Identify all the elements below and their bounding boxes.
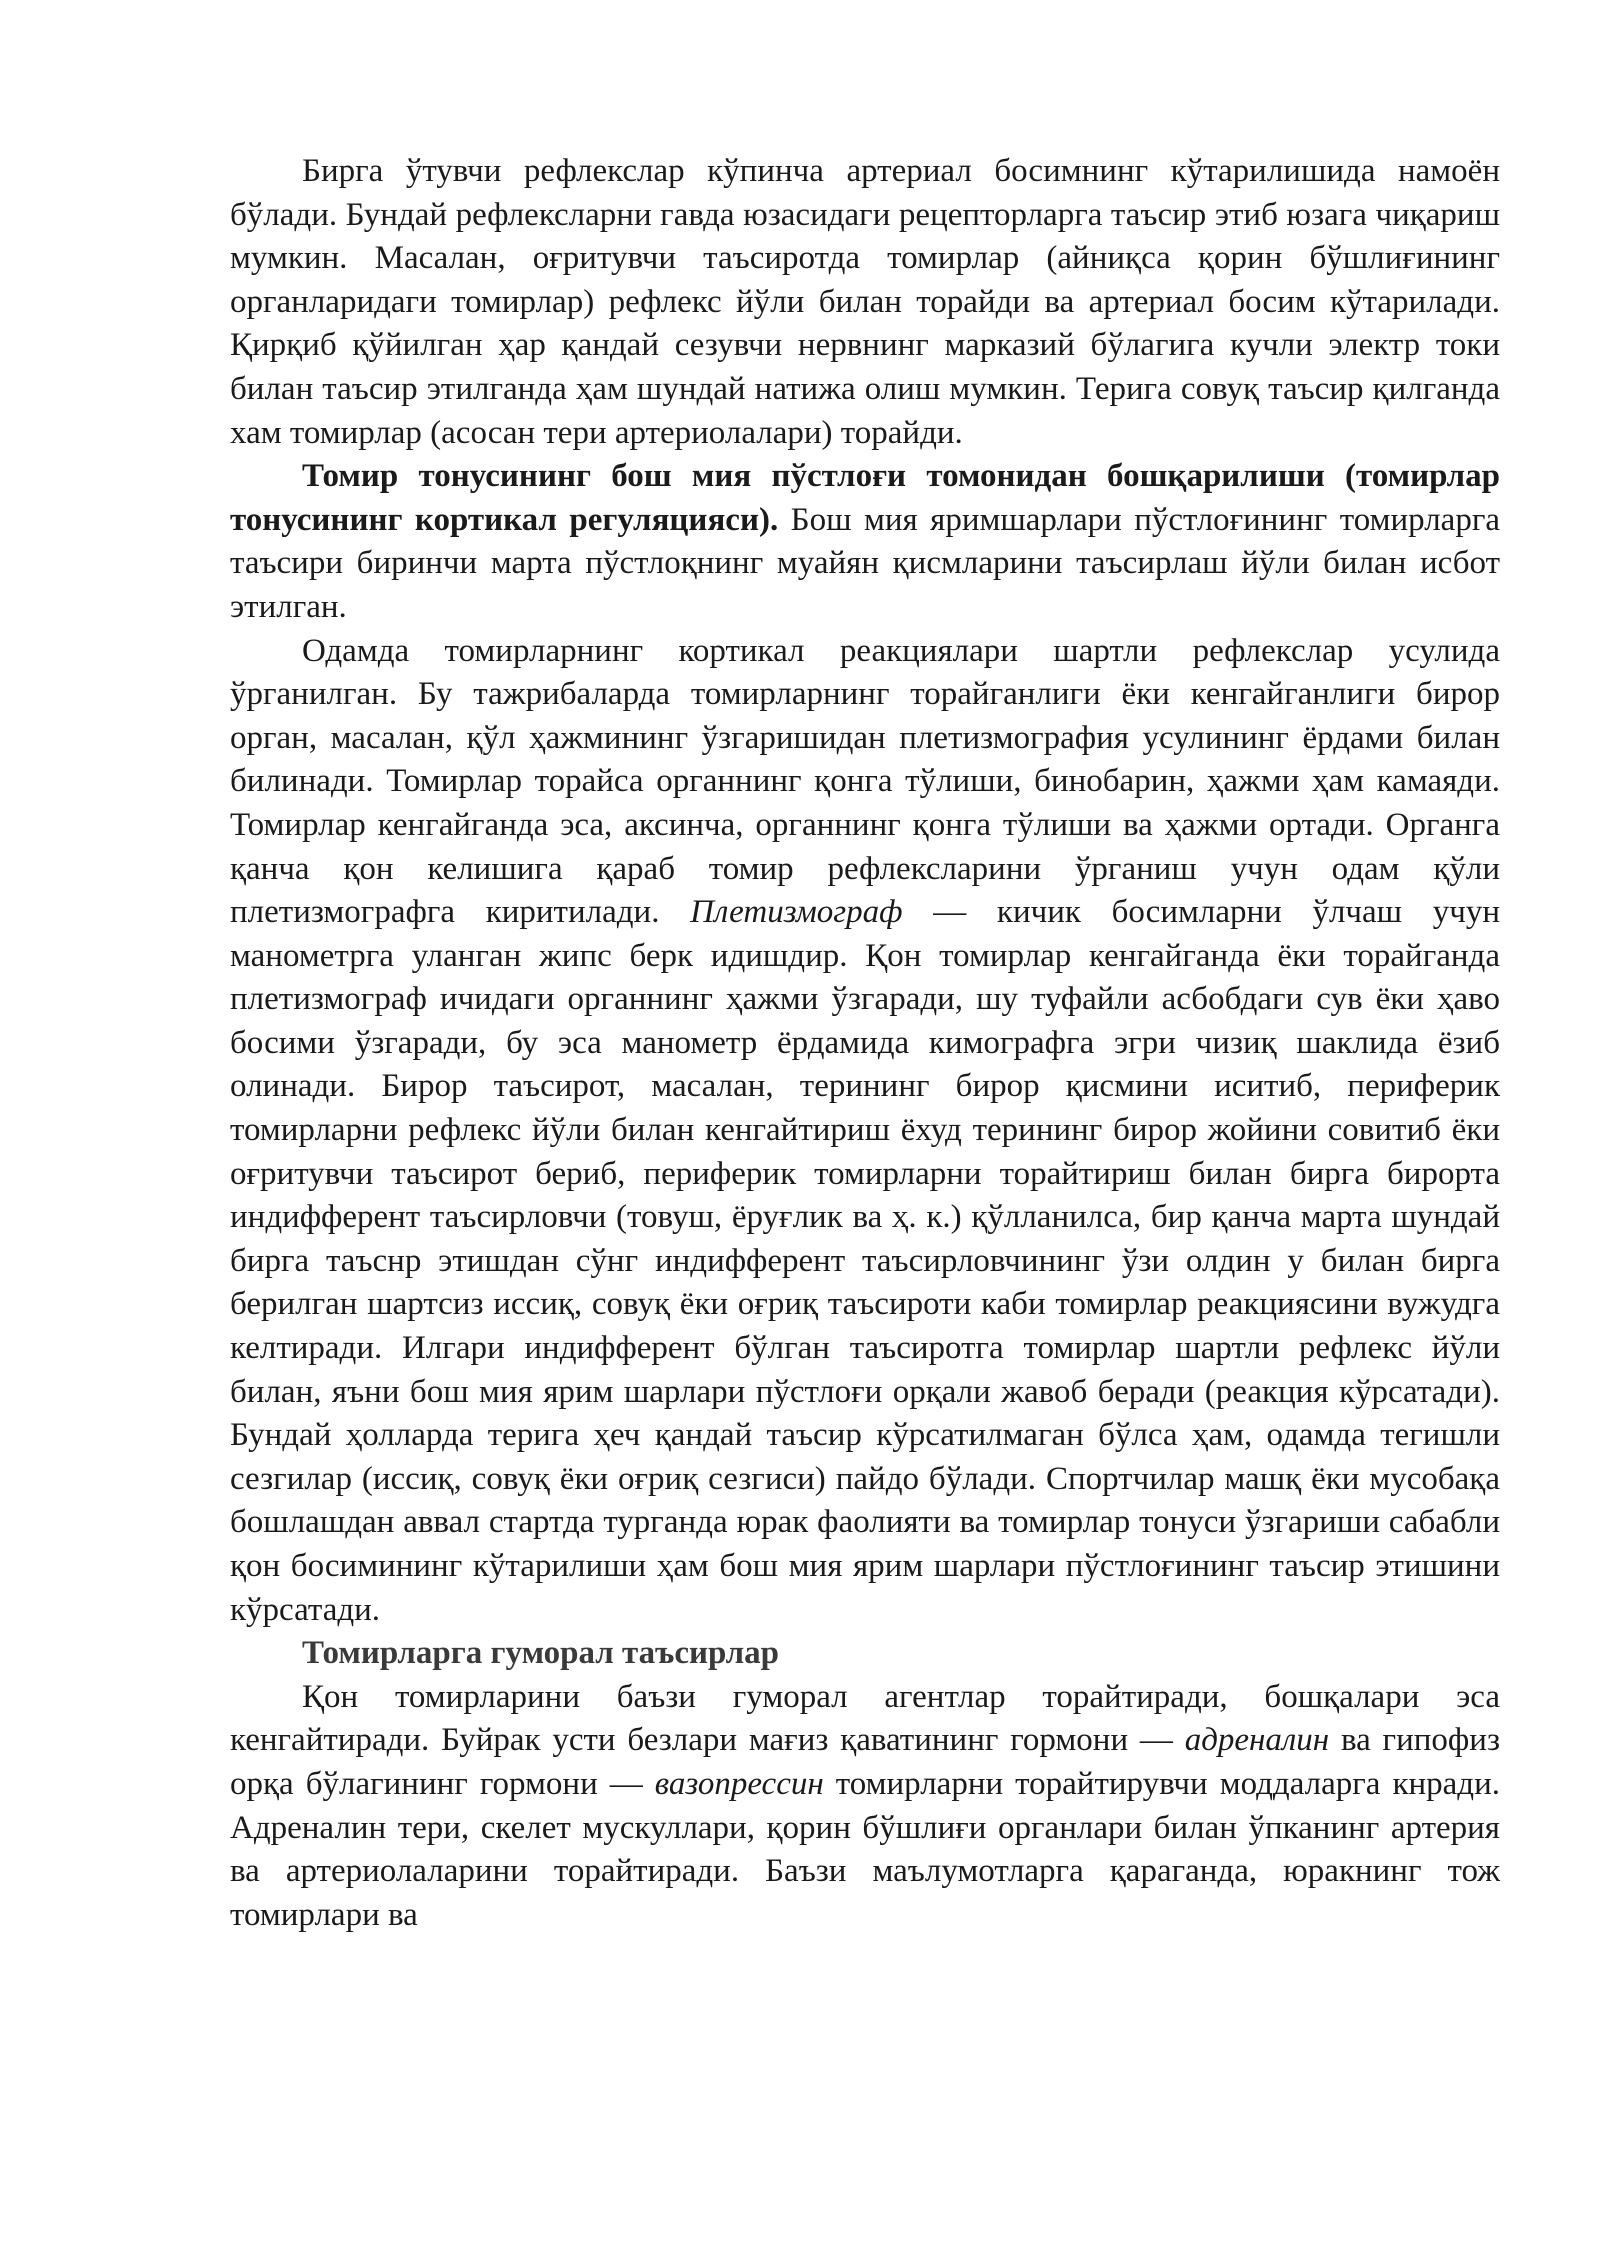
- section-heading-humoral: Томирларга гуморал таъсирлар: [302, 1635, 779, 1672]
- term-vasopressin: вазопрессин: [654, 1765, 824, 1802]
- document-page: [230, 150, 1500, 1937]
- paragraph-text: томирларни торайтирувчи моддаларга кнради. Адреналин тери, скелет мускуллари, қорин бўшлиғи органлари билан ўпканинг артерия ва артериолаларини торайтиради. Баъзи маълумотларга қараганда, юракнинг тож томирлари ва: [230, 1765, 1500, 1933]
- paragraph-text: Одамда томирларнинг кортикал реакциялари шартли рефлекслар усулида ўрганилган. Бу тажрибаларда томирларнинг торайганлиги ёки кенгайганлиги бирор орган, масалан, қўл ҳажмининг ўзгаришидан плетизмография усулининг ёрдами билан билинади. Томирлар торайса органнинг қонга тўлиши, бинобарин, ҳажми ҳам камаяди. Томирлар кенгайганда эса, аксинча, органнинг қонга тўлиши ва ҳажми ортади. Органга қанча қон келишига қараб томир рефлексларини ўрганиш учун одам қўли плетизмографга киритилади.: [230, 632, 1500, 931]
- term-plethysmograph: Плетизмограф: [690, 894, 903, 931]
- paragraph-text: Бош мия яримшарлари пўстлоғининг томирларга таъсири биринчи марта пўстлоқнинг муайян қисмларини таъсирлаш йўли билан исбот этилган.: [230, 501, 1500, 625]
- paragraph-text: Бирга ўтувчи рефлекслар кўпинча артериал босимнинг кўтарилишида намоён бўлади. Бундай рефлексларни гавда юзасидаги рецепторларга таъсир этиб юзага чиқариш мумкин. Масалан, оғритувчи таъсиротда томирлар (айниқса қорин бўшлиғининг органларидаги томирлар) рефлекс йўли билан торайди ва артериал босим кўтарилади. Қирқиб қўйилган ҳар қандай сезувчи нервнинг марказий бўлагига кучли электр токи билан таъсир этилганда ҳам шундай натижа олиш мумкин. Терига совуқ таъсир қилганда хам томирлар (асосан тери артериолалари) торайди.: [230, 153, 1500, 451]
- paragraph-plethysmography: [230, 630, 1500, 1633]
- paragraph-text: — кичик босимларни ўлчаш учун манометрга уланган жипс берк идишдир. Қон томирлар кенгайганда ёки торайганда плетизмограф ичидаги органнинг ҳажми ўзгаради, шу туфайли асбобдаги сув ёки ҳаво босими ўзгаради, бу эса манометр ёрдамида кимографга эгри чизиқ шаклида ёзиб олинади. Бирор таъсирот, масалан, терининг бирор қисмини иситиб, периферик томирларни рефлекс йўли билан кенгайтириш ёхуд терининг бирор жойини совитиб ёки оғритувчи таъсирот бериб, периферик томирларни торайтириш билан бирга бирорта индифферент таъсирловчи (товуш, ёруғлик ва ҳ. к.) қўлланилса, бир қанча марта шундай бирга таъснр этишдан сўнг индифферент таъсирловчининг ўзи олдин у билан бирга берилган шартсиз иссиқ, совуқ ёки оғриқ таъсироти каби томирлар реакциясини вужудга келтиради. Илгари индифферент бўлган таъсиротга томирлар шартли рефлекс йўли билан, яъни бош мия ярим шарлари пўстлоғи орқали жавоб беради (реакция кўрсатади). Бундай ҳолларда терига ҳеч қандай таъсир кўрсатилмаган бўлса ҳам, одамда тегишли сезгилар (иссиқ, совуқ ёки оғриқ сезгиси) пайдо бўлади. Спортчилар машқ ёки мусобақа бошлашдан аввал стартда турганда юрак фаолияти ва томирлар тонуси ўзгариши сабабли қон босимининг кўтарилиши ҳам бош мия ярим шарлари пўстлоғининг таъсир этишини кўрсатади.: [230, 894, 1500, 1628]
- paragraph-text: ва гипофиз орқа бўлагининг гормони —: [230, 1722, 1500, 1802]
- paragraph-humoral: [230, 1676, 1500, 1938]
- paragraph-text: Қон томирларини баъзи гуморал агентлар торайтиради, бошқалари эса кенгайтиради. Буйрак усти безлари мағиз қаватининг гормони —: [230, 1678, 1500, 1759]
- paragraph-cortical-regulation: [230, 455, 1500, 629]
- section-title-cortical: Томир тонусининг бош мия пўстлоғи томонидан бошқарилиши (томирлар тонусининг кортикал регуляцияси).: [230, 458, 1500, 538]
- term-adrenaline: адреналин: [1184, 1722, 1330, 1759]
- paragraph-reflexes: [230, 150, 1500, 455]
